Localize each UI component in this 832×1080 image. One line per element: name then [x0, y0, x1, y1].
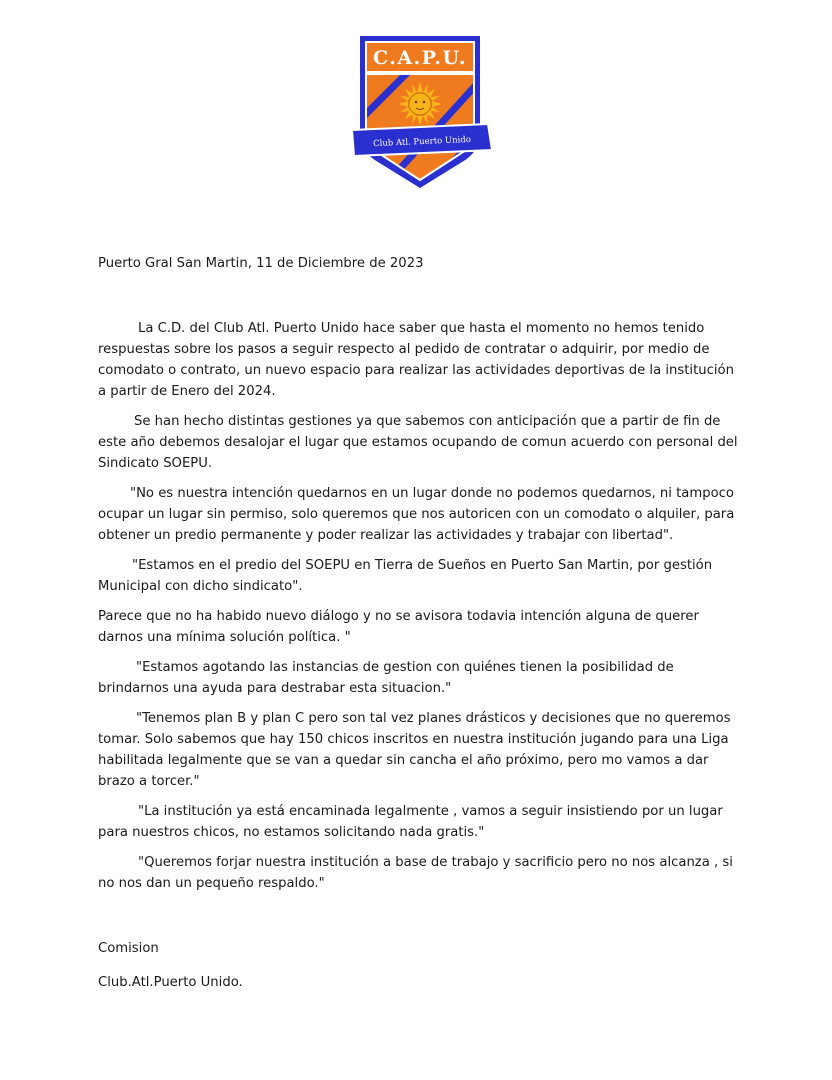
paragraph-4: "Estamos en el predio del SOEPU en Tierra de Sueños en Puerto San Martin, por gestión Municipal con dicho sindicato".	[98, 558, 713, 594]
club-crest-icon	[346, 34, 494, 188]
paragraph-1: La C.D. del Club Atl. Puerto Unido hace saber que hasta el momento no hemos tenido respuestas sobre los pasos a seguir respecto al pedido de contratar o adquirir, por medio de comodato o contrato, un nuevo espacio para realizar las actividades deportivas de la institución a partir de Enero del 2024.	[98, 321, 734, 399]
paragraph-6: "Estamos agotando las instancias de gestion con quiénes tienen la posibilidad de brindarnos una ayuda para destrabar esta situacion."	[98, 660, 674, 696]
crest-ribbon-text: Club Atl. Puerto Unido	[372, 134, 472, 150]
paragraph-7: "Tenemos plan B y plan C pero son tal vez planes drásticos y decisiones que no queremos tomar. Solo sabemos que hay 150 chicos inscritos en nuestra institución jugando para una Liga habilitada legalmente que se van a quedar sin cancha el año próximo, pero mo vamos a dar brazo a torcer."	[98, 711, 731, 789]
paragraph-2: Se han hecho distintas gestiones ya que sabemos con anticipación que a partir de fin de este año debemos desalojar el lugar que estamos ocupando de comun acuerdo con personal del Sindicato SOEPU.	[98, 414, 738, 471]
paragraph-8: "La institución ya está encaminada legalmente , vamos a seguir insistiendo por un lugar para nuestros chicos, no estamos solicitando nada gratis."	[98, 804, 723, 840]
letter-body	[98, 253, 744, 993]
signature-club: Club.Atl.Puerto Unido.	[98, 975, 243, 990]
club-crest-logo	[346, 34, 494, 188]
signature-commission: Comision	[98, 941, 159, 956]
paragraph-3: "No es nuestra intención quedarnos en un lugar donde no podemos quedarnos, ni tampoco ocupar un lugar sin permiso, solo queremos que nos autoricen con un comodato o alquiler, para obtener un predio permanente y poder realizar las actividades y trabajar con libertad".	[98, 486, 735, 543]
paragraph-5: Parece que no ha habido nuevo diálogo y no se avisora todavia intención alguna de querer darnos una mínima solución política. "	[98, 609, 699, 645]
paragraph-9: "Queremos forjar nuestra institución a base de trabajo y sacrificio pero no nos alcanza , si no nos dan un pequeño respaldo."	[98, 855, 733, 891]
place-and-date: Puerto Gral San Martin, 11 de Diciembre de 2023	[98, 256, 424, 271]
crest-acronym: C.A.P.U.	[373, 47, 467, 69]
